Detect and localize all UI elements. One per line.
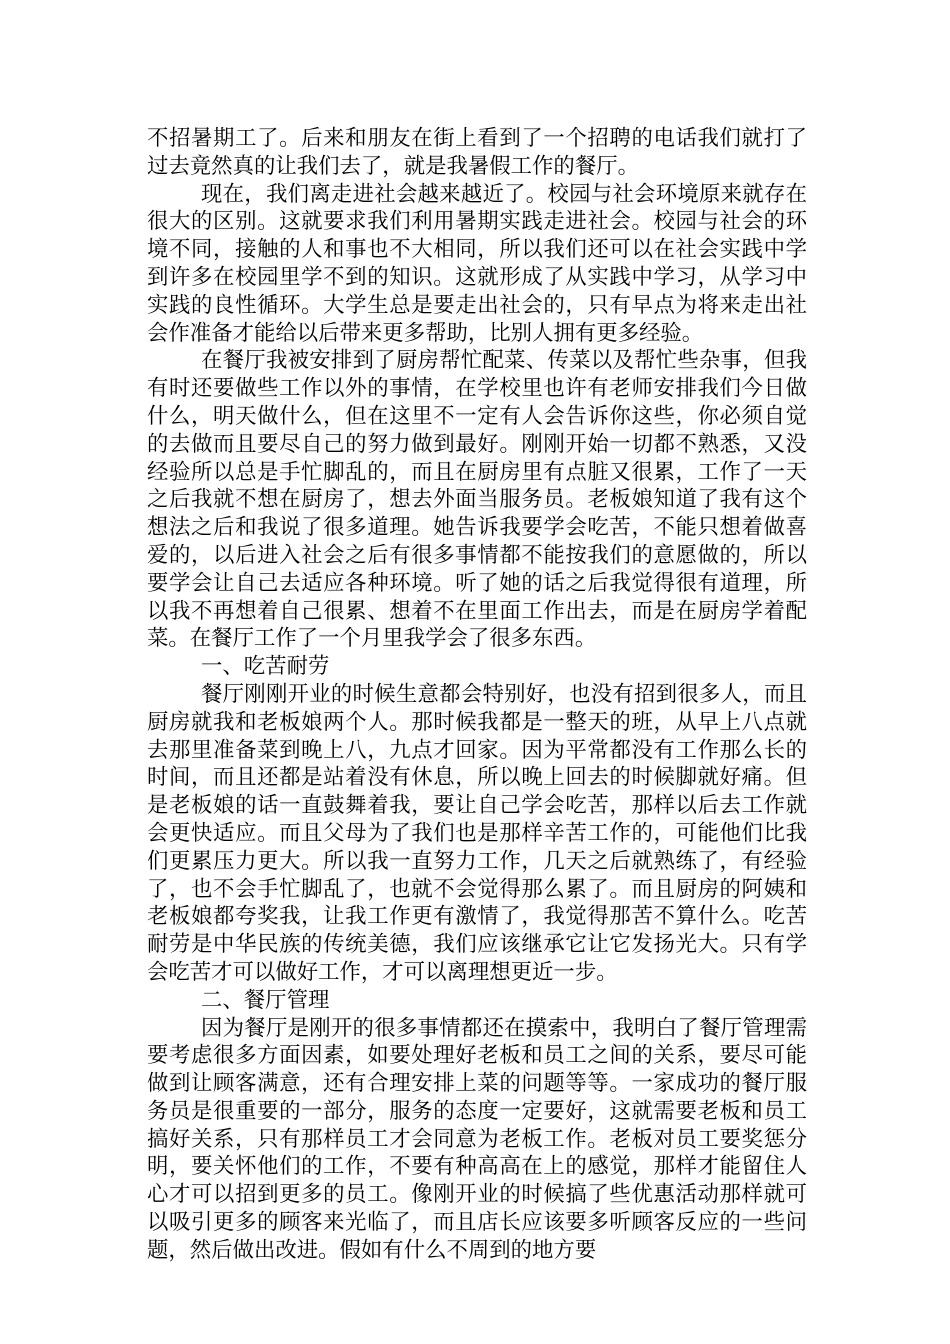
- paragraph-intro-continuation: 不招暑期工了。后来和朋友在街上看到了一个招聘的电话我们就打了过去竟然真的让我们去了，就是我暑假工作的餐厅。: [147, 126, 807, 179]
- paragraph-entering-society: 现在，我们离走进社会越来越近了。校园与社会环境原来就存在很大的区别。这就要求我们利用暑期实践走进社会。校园与社会的环境不同，接触的人和事也不大相同，所以我们还可以在社会实践中学到许多在校园里学不到的知识。这就形成了从实践中学习，从学习中实践的良性循环。大学生总是要走出社会的，只有早点为将来走出社会作准备才能给以后带来更多帮助，比别人拥有更多经验。: [147, 181, 807, 346]
- document-page: [147, 125, 807, 1265]
- section-heading-hardship: 一、吃苦耐劳: [201, 654, 330, 680]
- section-heading-management: 二、餐厅管理: [201, 987, 330, 1013]
- paragraph-kitchen-work: 在餐厅我被安排到了厨房帮忙配菜、传菜以及帮忙些杂事，但我有时还要做些工作以外的事情，在学校里也许有老师安排我们今日做什么，明天做什么，但在这里不一定有人会告诉你这些，你必须自觉的去做而且要尽自己的努力做到最好。刚刚开始一切都不熟悉，又没经验所以总是手忙脚乱的，而且在厨房里有点脏又很累，工作了一天之后我就不想在厨房了，想去外面当服务员。老板娘知道了我有这个想法之后和我说了很多道理。她告诉我要学会吃苦，不能只想着做喜爱的，以后进入社会之后有很多事情都不能按我们的意愿做的，所以要学会让自己去适应各种环境。听了她的话之后我觉得很有道理，所以我不再想着自己很累、想着不在里面工作出去，而是在厨房学着配菜。在餐厅工作了一个月里我学会了很多东西。: [147, 348, 807, 652]
- paragraph-hardship: 餐厅刚刚开业的时候生意都会特别好，也没有招到很多人，而且厨房就我和老板娘两个人。那时候我都是一整天的班，从早上八点就去那里准备菜到晚上八，九点才回家。因为平常都没有工作那么长的时间，而且还都是站着没有休息，所以晚上回去的时候脚就好痛。但是老板娘的话一直鼓舞着我，要让自己学会吃苦，那样以后去工作就会更快适应。而且父母为了我们也是那样辛苦工作的，可能他们比我们更累压力更大。所以我一直努力工作，几天之后就熟练了，有经验了，也不会手忙脚乱了，也就不会觉得那么累了。而且厨房的阿姨和老板娘都夸奖我，让我工作更有激情了，我觉得那苦不算什么。吃苦耐劳是中华民族的传统美德，我们应该继承它让它发扬光大。只有学会吃苦才可以做好工作，才可以离理想更近一步。: [147, 681, 807, 985]
- paragraph-management: 因为餐厅是刚开的很多事情都还在摸索中，我明白了餐厅管理需要考虑很多方面因素，如要处理好老板和员工之间的关系，要尽可能做到让顾客满意，还有合理安排上菜的问题等等。一家成功的餐厅服务员是很重要的一部分，服务的态度一定要好，这就需要老板和员工搞好关系，只有那样员工才会同意为老板工作。老板对员工要奖惩分明，要关怀他们的工作，不要有种高高在上的感觉，那样才能留住人心才可以招到更多的员工。像刚开业的时候搞了些优惠活动那样就可以吸引更多的顾客来光临了，而且店长应该要多听顾客反应的一些问题，然后做出改进。假如有什么不周到的地方要: [147, 1015, 807, 1263]
